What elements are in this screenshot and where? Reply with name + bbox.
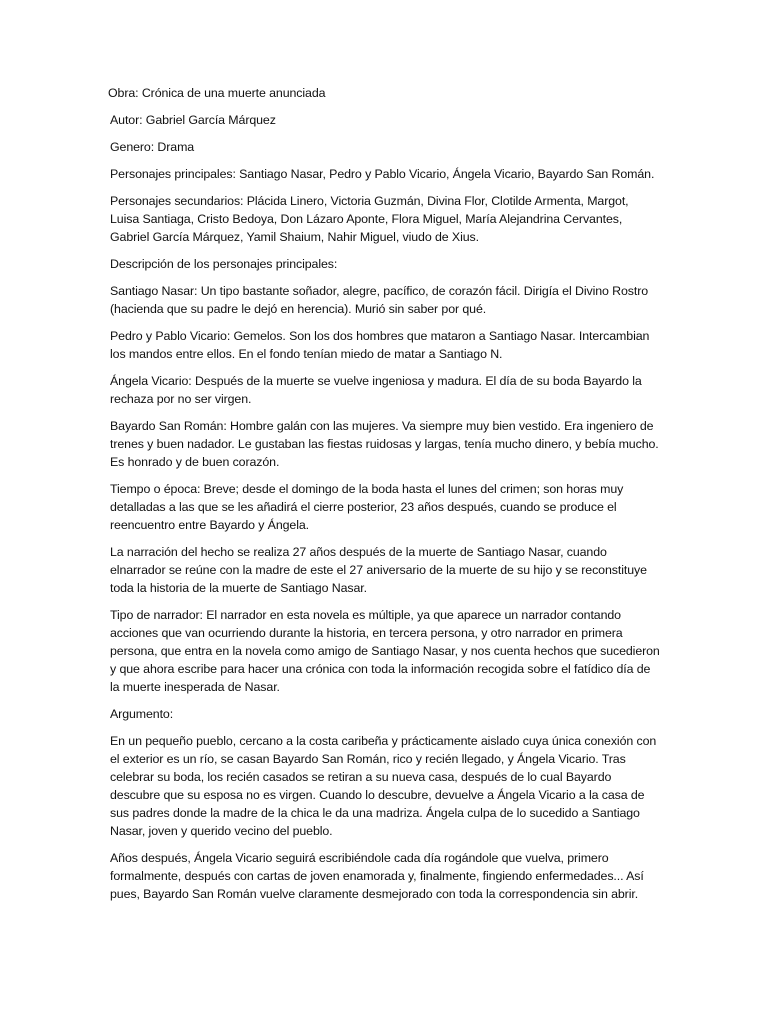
plot-paragraph-2: Años después, Ángela Vicario seguirá escribiéndole cada día rogándole que vuelva, primero formalmente, después con cartas de joven enamorada y, finalmente, fingiendo enfermedades... Así pues, Bayardo San Román vuelve claramente desmejorado con toda la correspondencia sin abrir. [110, 851, 644, 901]
vicario-twins-paragraph: Pedro y Pablo Vicario: Gemelos. Son los dos hombres que mataron a Santiago Nasar. Intercambian los mandos entre ellos. En el fondo tenían miedo de matar a Santiago N. [110, 329, 650, 361]
work-title-line: Obra: Crónica de una muerte anunciada [108, 86, 326, 100]
bayardo-san-roman-paragraph: Bayardo San Román: Hombre galán con las mujeres. Va siempre muy bien vestido. Era ingeniero de trenes y buen nadador. Le gustaban las fiestas ruidosas y largas, tenía mucho dinero, y bebía mucho. Es honrado y de buen corazón. [110, 419, 659, 469]
plot-paragraph-1: En un pequeño pueblo, cercano a la costa caribeña y prácticamente aislado cuya única conexión con el exterior es un río, se casan Bayardo San Román, rico y recién llegado, y Ángela Vicario. Tras celebrar su boda, los recién casados se retiran a su nueva casa, después de lo cual Bayardo descubre que su esposa no es virgen. Cuando lo descubre, devuelve a Ángela Vicario a la casa de sus padres donde la madre de la chica le da una madriza. Ángela culpa de lo sucedido a Santiago Nasar, joven y querido vecino del pueblo. [110, 734, 657, 838]
author-line: Autor: Gabriel García Márquez [110, 113, 276, 127]
genre-line: Genero: Drama [110, 140, 195, 154]
angela-vicario-paragraph: Ángela Vicario: Después de la muerte se vuelve ingeniosa y madura. El día de su boda Bayardo la rechaza por no ser virgen. [110, 374, 642, 406]
time-period-paragraph: Tiempo o época: Breve; desde el domingo de la boda hasta el lunes del crimen; son horas muy detalladas a las que se les añadirá el cierre posterior, 23 años después, cuando se produce el reencuentro entre Bayardo y Ángela. [110, 482, 624, 532]
document-page [108, 84, 660, 912]
main-characters-paragraph: Personajes principales: Santiago Nasar, Pedro y Pablo Vicario, Ángela Vicario, Bayardo San Román. [110, 167, 655, 181]
santiago-nasar-paragraph: Santiago Nasar: Un tipo bastante soñador, alegre, pacífico, de corazón fácil. Dirigía el Divino Rostro (hacienda que su padre le dejó en herencia). Murió sin saber por qué. [110, 284, 649, 316]
plot-heading: Argumento: [110, 707, 174, 721]
character-description-heading: Descripción de los personajes principales: [110, 257, 338, 271]
narration-paragraph: La narración del hecho se realiza 27 años después de la muerte de Santiago Nasar, cuando elnarrador se reúne con la madre de este el 27 aniversario de la muerte de su hijo y se reconstituye toda la historia de la muerte de Santiago Nasar. [110, 545, 647, 595]
secondary-characters-paragraph: Personajes secundarios: Plácida Linero, Victoria Guzmán, Divina Flor, Clotilde Armenta, Margot, Luisa Santiaga, Cristo Bedoya, Don Lázaro Aponte, Flora Miguel, María Alejandrina Cervantes, Gabriel García Márquez, Yamil Shaium, Nahir Miguel, viudo de Xius. [110, 194, 629, 244]
narrator-type-paragraph: Tipo de narrador: El narrador en esta novela es múltiple, ya que aparece un narrador contando acciones que van ocurriendo durante la historia, en tercera persona, y otro narrador en primera persona, que entra en la novela como amigo de Santiago Nasar, y nos cuenta hechos que sucedieron y que ahora escribe para hacer una crónica con toda la información recogida sobre el fatídico día de la muerte inesperada de Nasar. [110, 608, 660, 694]
